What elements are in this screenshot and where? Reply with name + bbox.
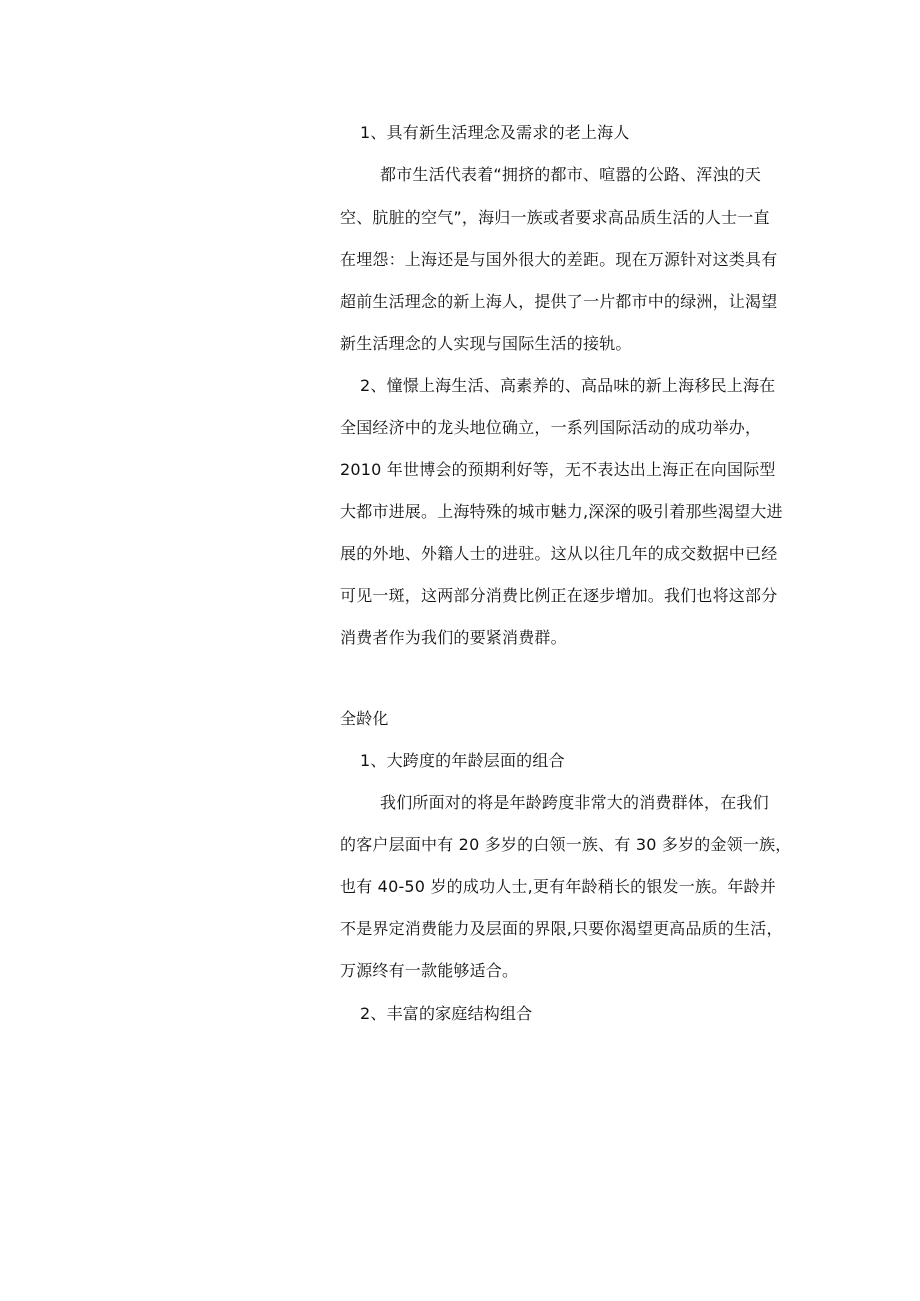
paragraph-line: 都市生活代表着“拥挤的都市、喧嚣的公路、浑浊的天 (380, 165, 762, 184)
paragraph-line: 消费者作为我们的要紧消费群。 (340, 628, 567, 647)
list-heading-2: 2、丰富的家庭结构组合 (360, 1004, 533, 1023)
paragraph-line: 新生活理念的人实现与国际生活的接轨。 (340, 334, 632, 353)
paragraph-line: 大都市进展。上海特殊的城市魅力,深深的吸引着那些渴望大进 (340, 502, 783, 521)
paragraph-line: 2010 年世博会的预期利好等，无不表达出上海正在向国际型 (340, 460, 776, 479)
paragraph-line: 空、肮脏的空气”，海归一族或者要求高品质生活的人士一直 (340, 208, 770, 227)
list-heading-1: 1、大跨度的年龄层面的组合 (360, 751, 565, 770)
paragraph-line: 展的外地、外籍人士的进驻。这从以往几年的成交数据中已经 (340, 544, 778, 563)
paragraph-line: 在埋怨：上海还是与国外很大的差距。现在万源针对这类具有 (340, 250, 778, 269)
paragraph-line: 不是界定消费能力及层面的界限,只要你渴望更高品质的生活， (340, 919, 783, 938)
paragraph-line: 超前生活理念的新上海人，提供了一片都市中的绿洲，让渴望 (340, 292, 778, 311)
paragraph-line: 也有 40-50 岁的成功人士,更有年龄稍长的银发一族。年龄并 (340, 877, 776, 896)
paragraph-line: 万源终有一款能够适合。 (340, 961, 519, 980)
paragraph-line: 我们所面对的将是年龄跨度非常大的消费群体，在我们 (380, 793, 769, 812)
paragraph-line: 可见一斑，这两部分消费比例正在逐步增加。我们也将这部分 (340, 586, 778, 605)
list-heading-1: 1、具有新生活理念及需求的老上海人 (360, 123, 630, 142)
paragraph-line: 全国经济中的龙头地位确立，一系列国际活动的成功举办， (340, 418, 762, 437)
section-heading: 全龄化 (340, 709, 389, 728)
paragraph-line: 的客户层面中有 20 多岁的白领一族、有 30 多岁的金领一族， (340, 835, 792, 854)
list-heading-2: 2、憧憬上海生活、高素养的、高品味的新上海移民上海在 (360, 376, 776, 395)
